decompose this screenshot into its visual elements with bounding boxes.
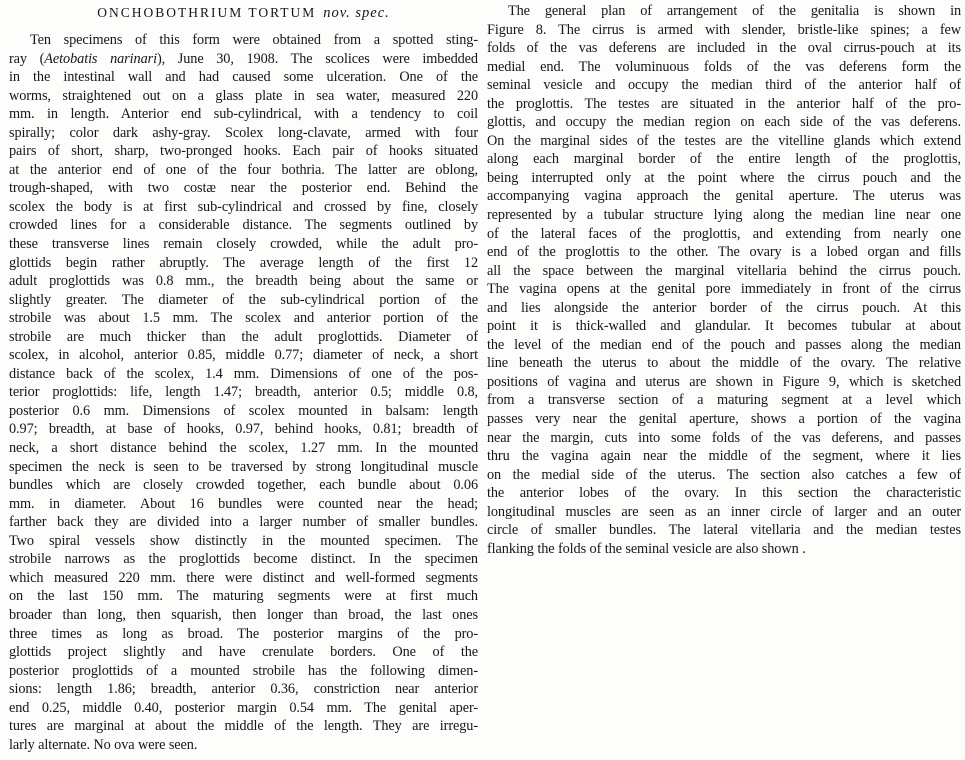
- text-line: accompanying vagina approach the genital aperture. The uterus was: [487, 188, 961, 205]
- text-line: the level of the median end of the pouch and passes along the median: [487, 336, 961, 353]
- text-line: the anterior lobes of the ovary. In this section the characteristic: [487, 485, 961, 502]
- text-line: ray (Aetobatis narinari), June 30, 1908. The scolices were imbedded: [9, 50, 478, 67]
- text-line: and lies alongside the anterior border of the cirrus pouch. At this: [487, 299, 961, 316]
- text-line: larly alternate. No ova were seen.: [9, 736, 198, 753]
- text-line: scolex, in alcohol, anterior 0.85, middle 0.77; diameter of neck, a short: [9, 347, 478, 364]
- text-line: medial end. The voluminuous folds of the vas deferens form the: [487, 58, 961, 75]
- text-line: distance back of the scolex, 1.4 mm. Dimensions of one of the pos-: [9, 365, 478, 382]
- text-line: The general plan of arrangement of the genitalia is shown in: [508, 3, 961, 19]
- text-line: thru the vagina again near the middle of the segment, where it lies: [487, 448, 961, 465]
- text-line: strobile are much thicker than the adult proglottids. Diameter of: [9, 328, 478, 345]
- text-line: glottids project slightly and have crenulate borders. One of the: [9, 644, 478, 661]
- text-line: flanking the folds of the seminal vesicle are also shown .: [487, 540, 806, 557]
- text-line: glottis, and occupy the median region on each side of the vas deferens.: [487, 114, 961, 131]
- text-line: represented by a tubular structure lying along the median line near one: [487, 207, 961, 224]
- left-column-text: [9, 31, 478, 754]
- text-line: scolex the body is at first sub-cylindrical and crossed by fine, closely: [9, 198, 478, 215]
- text-line: crowded lines for a considerable distance. The segments outlined by: [9, 217, 478, 234]
- text-line: adult proglottids was 0.8 mm., the breadth being about the same or: [9, 273, 478, 290]
- text-line: farther back they are divided into a larger number of smaller bundles.: [9, 514, 478, 531]
- text-line: end 0.25, middle 0.40, posterior margin 0.54 mm. The genital aper-: [9, 699, 478, 716]
- text-line: spirally; color dark ashy-gray. Scolex long-clavate, armed with four: [9, 124, 478, 141]
- section-heading: [9, 0, 478, 22]
- text-line: seminal vesicle and occupy the median third of the anterior half of: [487, 77, 961, 94]
- species-name: ONCHOBOTHRIUM TORTUM: [97, 5, 317, 20]
- species-qualifier: nov. spec.: [323, 5, 390, 21]
- text-line: Ten specimens of this form were obtained from a spotted sting-: [30, 32, 478, 48]
- text-line: being interrupted only at the point where the cirrus pouch and the: [487, 169, 961, 186]
- text-line: line beneath the uterus to about the middle of the ovary. The relative: [487, 355, 961, 372]
- text-line: bundles which are closely crowded together, each bundle about 0.06: [9, 477, 478, 494]
- text-line: pairs of short, sharp, two-pronged hooks. Each pair of hooks situated: [9, 143, 478, 160]
- text-line: worms, straightened out on a glass plate in sea water, measured 220: [9, 87, 478, 104]
- text-line: strobile was about 1.5 mm. The scolex and anterior portion of the: [9, 310, 478, 327]
- text-line: broader than long, then squarish, then longer than broad, the last ones: [9, 606, 478, 623]
- text-line: these transverse lines remain closely crowded, while the adult pro-: [9, 236, 478, 253]
- text-line: slightly greater. The diameter of the sub-cylindrical portion of the: [9, 291, 478, 308]
- text-line: tures are marginal at about the middle of the length. They are irregu-: [9, 718, 478, 735]
- text-line: in the intestinal wall and had caused some ulceration. One of the: [9, 69, 478, 86]
- text-line: trough-shaped, with two costæ near the posterior end. Behind the: [9, 180, 478, 197]
- text-line: passes very near the genital aperture, shows a portion of the vagina: [487, 411, 961, 428]
- text-line: at the anterior end of one of the four bothria. The latter are oblong,: [9, 161, 478, 178]
- text-line: on the last 150 mm. The maturing segments were at first much: [9, 588, 478, 605]
- right-column: [487, 2, 961, 558]
- text-line: sions: length 1.86; breadth, anterior 0.36, constriction near anterior: [9, 681, 478, 698]
- text-line: terior proglottids: life, length 1.47; breadth, anterior 0.5; middle 0.8,: [9, 384, 478, 401]
- text-line: glottids begin rather abruptly. The average length of the first 12: [9, 254, 478, 271]
- text-line: of the lateral faces of the proglottis, and extending from nearly one: [487, 225, 961, 242]
- text-line: The vagina opens at the genital pore immediately in front of the cirrus: [487, 281, 961, 298]
- right-column-text: [487, 2, 961, 558]
- text-line: three times as long as broad. The posterior margins of the pro-: [9, 625, 478, 642]
- text-line: strobile narrows as the proglottids become distinct. In the specimen: [9, 551, 478, 568]
- text-line: specimen the neck is seen to be traversed by strong longitudinal muscle: [9, 458, 478, 475]
- text-line: end of the proglottis to the other. The ovary is a lobed organ and fills: [487, 244, 961, 261]
- text-line: On the marginal sides of the testes are the vitelline glands which extend: [487, 132, 961, 149]
- text-line: folds of the vas deferens are included in the oval cirrus-pouch at its: [487, 40, 961, 57]
- text-line: along each marginal border of the entire length of the proglottis,: [487, 151, 961, 168]
- text-line: all the space between the marginal vitellaria behind the cirrus pouch.: [487, 262, 961, 279]
- text-line: the proglottis. The testes are situated in the anterior half of the pro-: [487, 95, 961, 112]
- text-line: mm. in length. Anterior end sub-cylindrical, with a tendency to coil: [9, 106, 478, 123]
- text-line: from a transverse section of a maturing segment at a level which: [487, 392, 961, 409]
- text-line: point it is thick-walled and glandular. It becomes tubular at about: [487, 318, 961, 335]
- text-line: which measured 220 mm. there were distinct and well-formed segments: [9, 569, 478, 586]
- text-line: positions of vagina and uterus are shown in Figure 9, which is sketched: [487, 373, 961, 390]
- text-line: 0.97; breadth, at base of hooks, 0.97, behind hooks, 0.81; breadth of: [9, 421, 478, 438]
- text-line: longitudinal muscles are seen as an inner circle of larger and an outer: [487, 503, 961, 520]
- text-line: posterior 0.6 mm. Dimensions of scolex mounted in balsam: length: [9, 402, 478, 419]
- text-line: posterior proglottids of a mounted strobile has the following dimen-: [9, 662, 478, 679]
- text-line: near the margin, cuts into some folds of the vas deferens, and passes: [487, 429, 961, 446]
- text-line: Figure 8. The cirrus is armed with slender, bristle-like spines; a few: [487, 21, 961, 38]
- text-line: mm. in diameter. About 16 bundles were counted near the head;: [9, 495, 478, 512]
- text-line: on the medial side of the uterus. The section also catches a few of: [487, 466, 961, 483]
- left-column: [9, 0, 478, 754]
- text-line: neck, a short distance behind the scolex, 1.27 mm. In the mounted: [9, 440, 478, 457]
- text-line: circle of smaller bundles. The lateral vitellaria and the median testes: [487, 522, 961, 539]
- text-line: Two spiral vessels show distinctly in the mounted specimen. The: [9, 532, 478, 549]
